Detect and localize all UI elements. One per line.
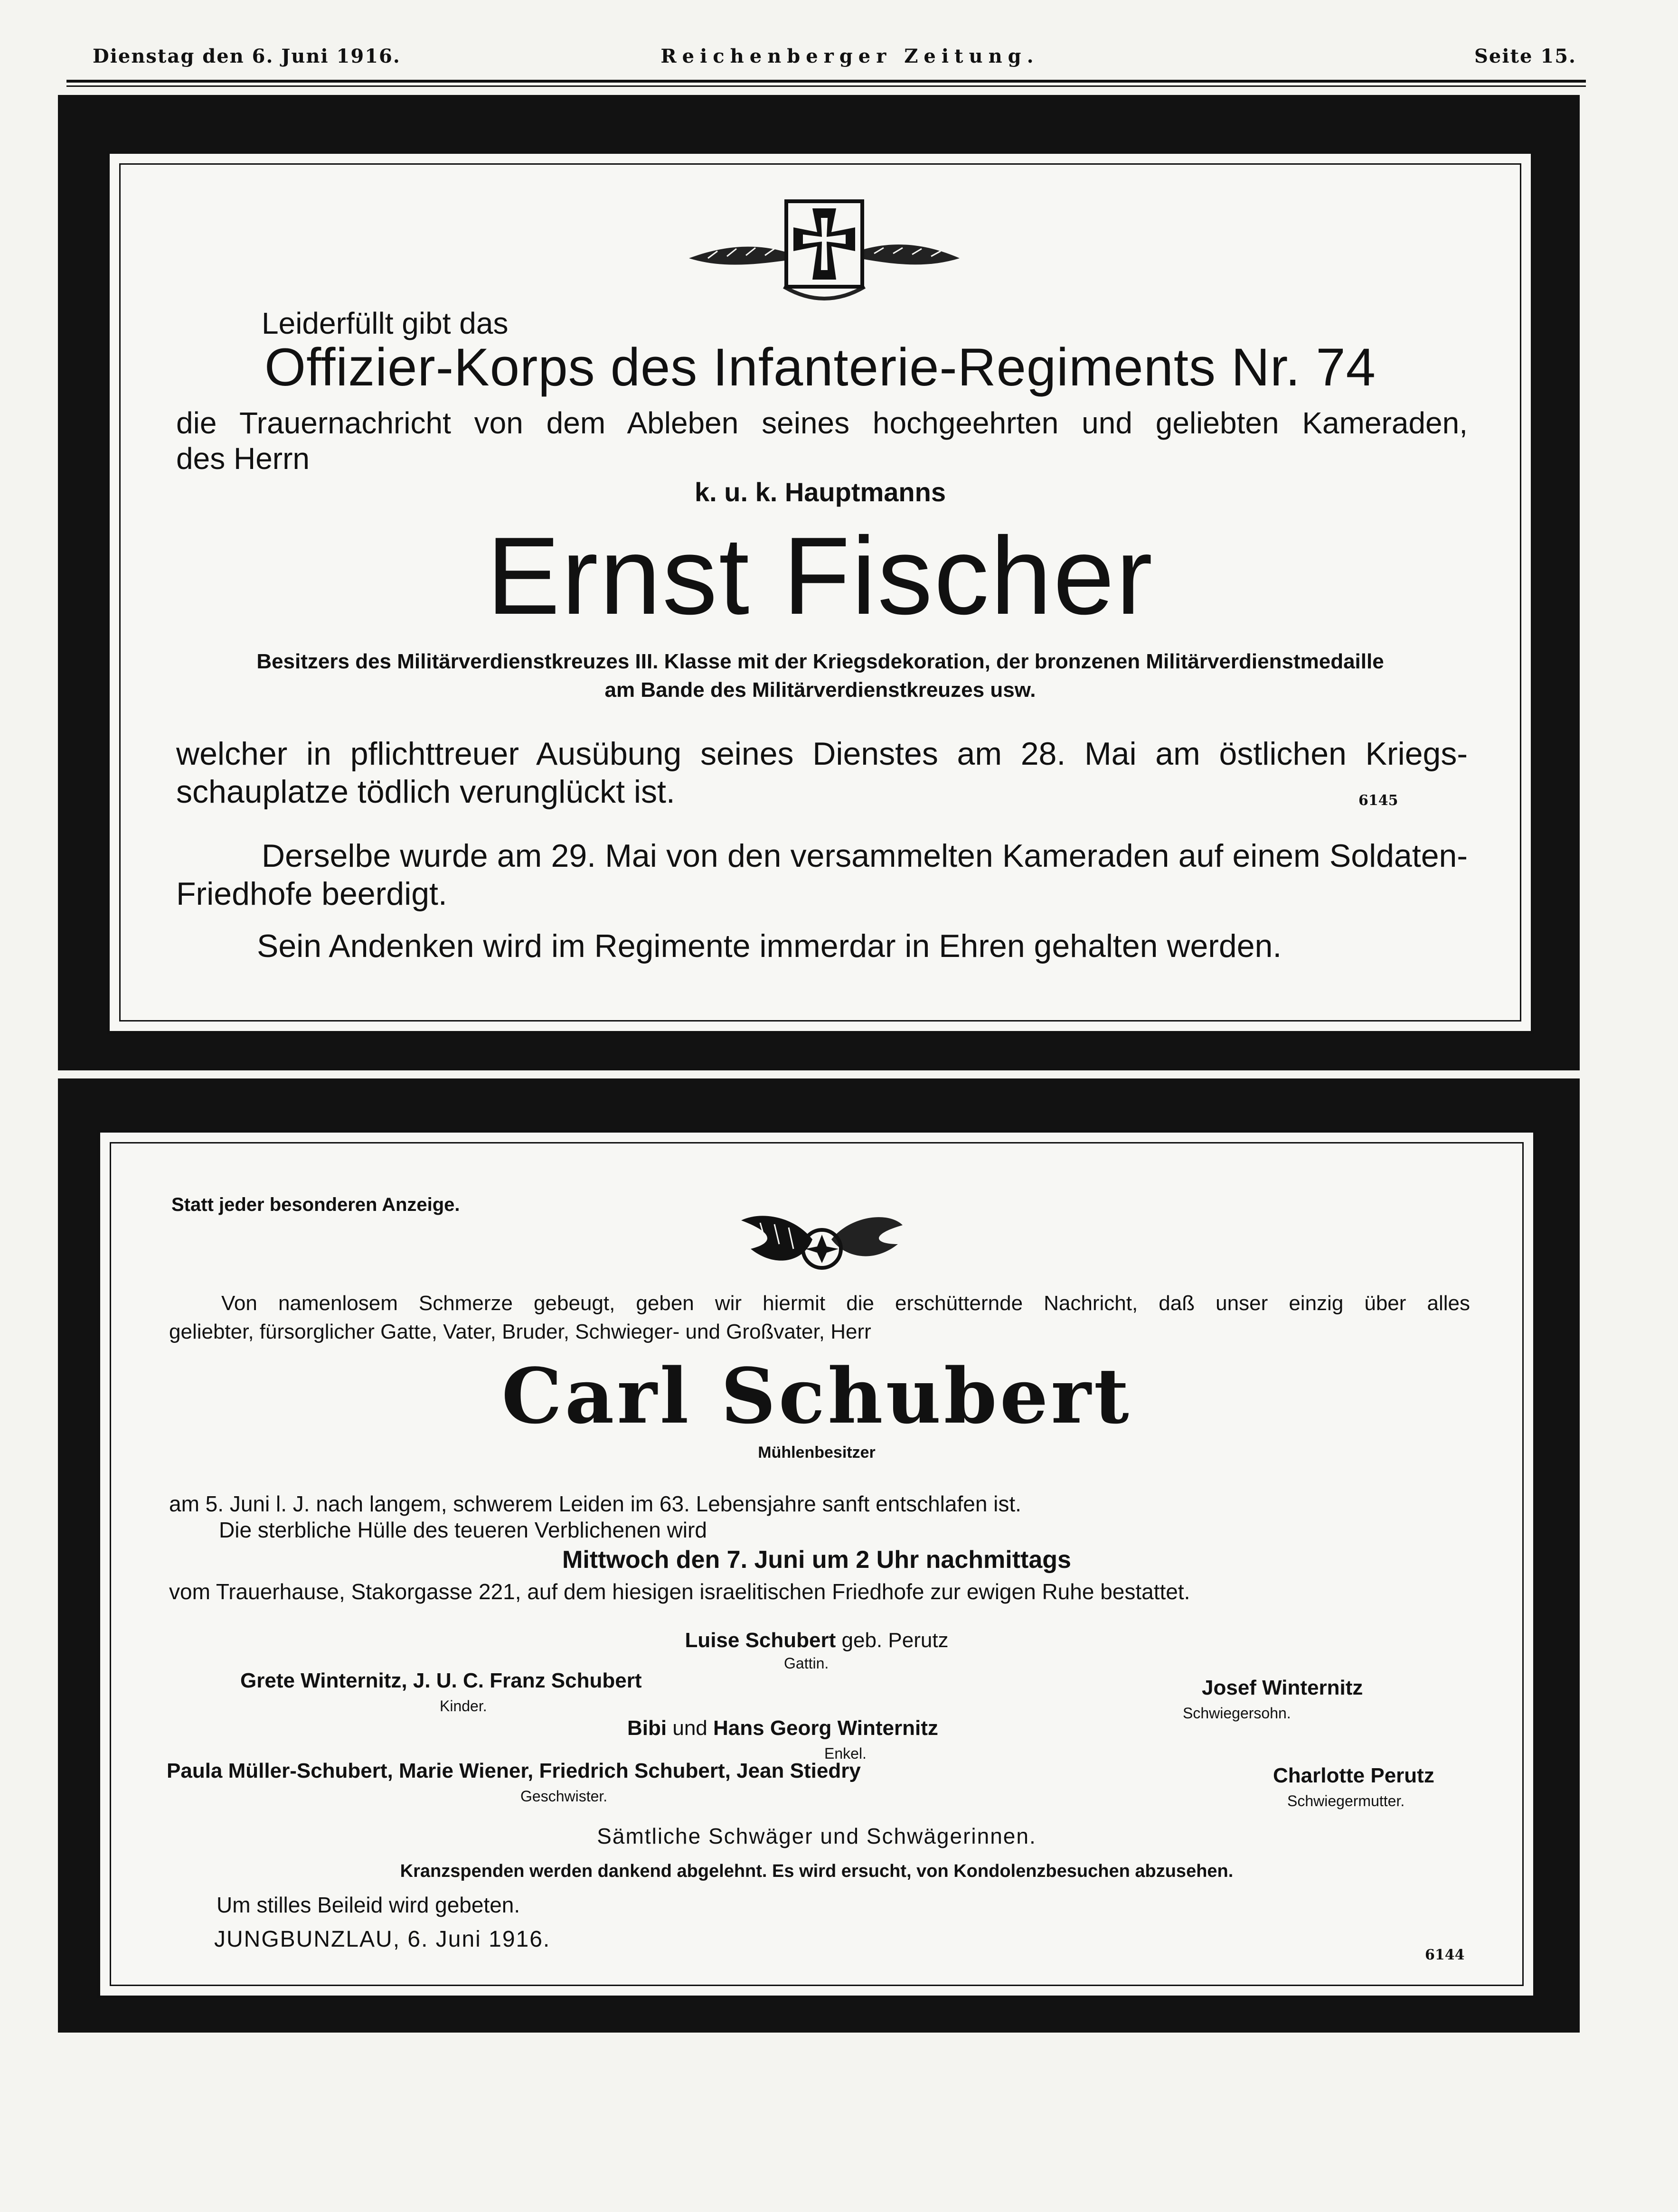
regiment-heading: Offizier-Korps des Infanterie-Regiments Nr. 74 xyxy=(264,337,1376,397)
burial-line-2: Friedhofe beerdigt. xyxy=(176,876,447,912)
header-rule-thin xyxy=(66,85,1586,87)
deceased-name: Carl Schubert xyxy=(501,1351,1132,1441)
mother-in-law-role: Schwiegermutter. xyxy=(1287,1792,1405,1809)
widow-maiden-name: geb. Perutz xyxy=(841,1629,949,1652)
notice-reference: 6144 xyxy=(1425,1947,1465,1963)
deceased-occupation: Mühlenbesitzer xyxy=(758,1443,876,1462)
issue-date: Dienstag den 6. Juni 1916. xyxy=(93,45,401,67)
decorations-line-2: am Bande des Militärverdienstkreuzes usw. xyxy=(604,678,1036,702)
burial-location: vom Trauerhause, Stakorgasse 221, auf dem hiesigen israelitischen Friedhofe zur ewigen Ruhe bestattet. xyxy=(169,1579,1190,1604)
notice-line-2: des Herrn xyxy=(176,441,310,476)
mourning-emblem xyxy=(732,1206,912,1277)
rank-title: k. u. k. Hauptmanns xyxy=(695,477,946,507)
death-notice-line: am 5. Juni l. J. nach langem, schwerem Leiden im 63. Lebensjahre sanft entschlafen ist. xyxy=(169,1491,1021,1516)
newspaper-title: Reichenberger Zeitung. xyxy=(660,45,1039,67)
intro-line-1: Von namenlosem Schmerze gebeugt, geben wir hiermit die erschütternde Nachricht, daß unser einzig über alles xyxy=(221,1292,1470,1315)
obituary-schubert xyxy=(97,1130,1536,1998)
son-in-law-name: Josef Winternitz xyxy=(1202,1676,1363,1699)
widow-role: Gattin. xyxy=(784,1655,829,1672)
notice-intro: Leiderfüllt gibt das xyxy=(262,306,509,340)
condolence-note: Um stilles Beileid wird gebeten. xyxy=(217,1893,520,1917)
wreaths-note: Kranzspenden werden dankend abgelehnt. Es wird ersucht, von Kondolenzbesuchen abzusehen. xyxy=(400,1861,1234,1881)
deceased-name: Ernst Fischer xyxy=(486,515,1154,637)
iron-cross-icon xyxy=(670,192,979,315)
grandchildren-line xyxy=(627,1716,938,1740)
burial-intro: Die sterbliche Hülle des teueren Verblichenen wird xyxy=(219,1518,707,1542)
children-role: Kinder. xyxy=(440,1697,487,1715)
funeral-time: Mittwoch den 7. Juni um 2 Uhr nachmittags xyxy=(562,1546,1071,1574)
page-number: Seite 15. xyxy=(1474,45,1576,67)
obituary-fischer xyxy=(107,151,1534,1034)
place-date: JUNGBUNZLAU, 6. Juni 1916. xyxy=(214,1927,551,1952)
notice-line-1: die Trauernachricht von dem Ableben seines hochgeehrten und geliebten Kameraden, xyxy=(176,406,1468,440)
children-names: Grete Winternitz, J. U. C. Franz Schubert xyxy=(240,1669,642,1692)
grandchild-name-1: Bibi xyxy=(627,1716,667,1740)
grandchild-name-2: Hans Georg Winternitz xyxy=(713,1716,938,1740)
grandchildren-role: Enkel. xyxy=(824,1745,867,1762)
widow-name: Luise Schubert xyxy=(685,1629,836,1652)
grandchild-conjunction: und xyxy=(672,1716,707,1740)
intro-line-2: geliebter, fürsorglicher Gatte, Vater, Bruder, Schwieger- und Großvater, Herr xyxy=(169,1320,871,1343)
wreath-icon xyxy=(732,1206,912,1277)
header-rule xyxy=(66,80,1586,83)
mother-in-law-name: Charlotte Perutz xyxy=(1273,1764,1434,1787)
remembrance-line: Sein Andenken wird im Regimente immerdar in Ehren gehalten werden. xyxy=(257,928,1282,964)
siblings-names: Paula Müller-Schubert, Marie Wiener, Friedrich Schubert, Jean Stiedry xyxy=(167,1759,861,1782)
widow-line xyxy=(100,1629,1533,1652)
death-circumstance-1: welcher in pflichttreuer Ausübung seines Dienstes am 28. Mai am östlichen Kriegs- xyxy=(176,736,1468,772)
burial-line-1: Derselbe wurde am 29. Mai von den versammelten Kameraden auf einem Soldaten- xyxy=(262,838,1468,874)
son-in-law-role: Schwiegersohn. xyxy=(1183,1705,1291,1722)
announcement-note: Statt jeder besonderen Anzeige. xyxy=(171,1194,460,1215)
iron-cross-emblem xyxy=(670,192,979,315)
death-circumstance-2: schauplatze tödlich verunglückt ist. xyxy=(176,774,675,810)
notice-reference: 6145 xyxy=(1358,792,1398,809)
in-laws-line: Sämtliche Schwäger und Schwägerinnen. xyxy=(597,1824,1037,1848)
decorations-line-1: Besitzers des Militärverdienstkreuzes III. Klasse mit der Kriegsdekoration, der bronzenen Militärverdienstmedaille xyxy=(256,650,1384,673)
siblings-role: Geschwister. xyxy=(520,1788,608,1805)
